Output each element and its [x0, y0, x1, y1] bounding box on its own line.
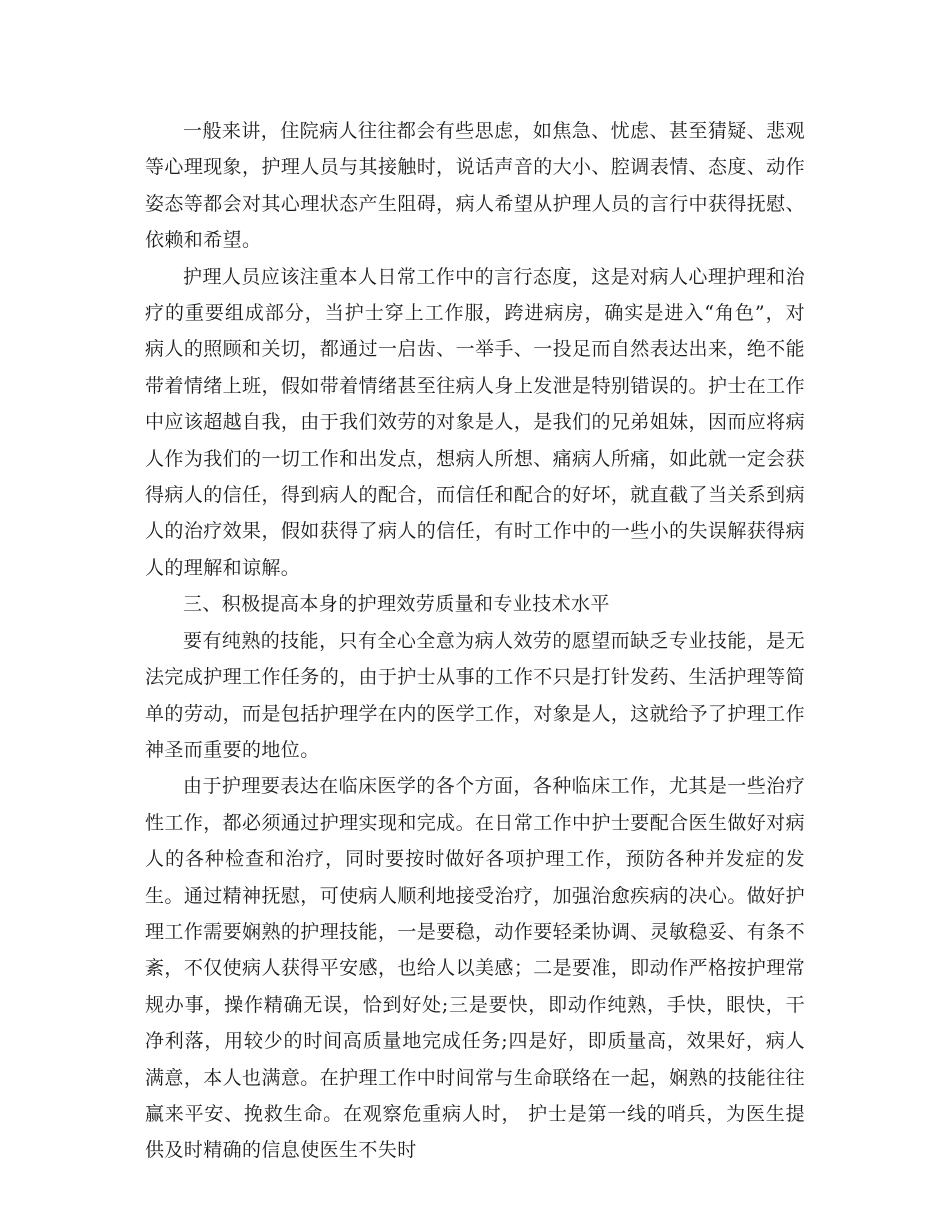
section-heading: 三、积极提高本身的护理效劳质量和专业技术水平	[183, 593, 610, 616]
paragraph-4: 由于护理要表达在临床医学的各个方面，各种临床工作，尤其是一些治疗性工作，都必须通过护理实现和完成。在日常工作中护士要配合医生做好对病人的各种检查和治疗，同时要按时做好各项护理工作，预防各种并发症的发生。通过精神抚慰，可使病人顺利地接受治疗，加强治愈疾病的决心。做好护理工作需要娴熟的护理技能，一是要稳，动作要轻柔协调、灵敏稳妥、有条不紊，不仅使病人获得平安感，也给人以美感；二是要准，即动作严格按护理常规办事，操作精确无误，恰到好处;三是要快，即动作纯熟，手快，眼快，干净利落，用较少的时间高质量地完成任务;四是好，即质量高，效果好，病人满意，本人也满意。在护理工作中时间常与生命联络在一起，娴熟的技能往往赢来平安、挽救生命。在观察危重病人时， 护士是第一线的哨兵，为医生提供及时精确的信息使医生不失时	[145, 775, 805, 1162]
paragraph-1: 一般来讲，住院病人往往都会有些思虑，如焦急、忧虑、甚至猜疑、悲观等心理现象，护理人员与其接触时，说话声音的大小、腔调表情、态度、动作姿态等都会对其心理状态产生阻碍，病人希望从护理人员的言行中获得抚慰、依赖和希望。	[145, 120, 805, 252]
paragraph-2: 护理人员应该注重本人日常工作中的言行态度，这是对病人心理护理和治疗的重要组成部分，当护士穿上工作服，跨进病房，确实是进入“角色”，对病人的照顾和关切，都通过一启齿、一举手、一投足而自然表达出来，绝不能带着情绪上班，假如带着情绪甚至往病人身上发泄是特别错误的。护士在工作中应该超越自我，由于我们效劳的对象是人，是我们的兄弟姐妹，因而应将病人作为我们的一切工作和出发点，想病人所想、痛病人所痛，如此就一定会获得病人的信任，得到病人的配合，而信任和配合的好坏，就直截了当关系到病人的治疗效果，假如获得了病人的信任，有时工作中的一些小的失误解获得病人的理解和谅解。	[145, 265, 805, 579]
document-body	[145, 113, 805, 1169]
paragraph-3: 要有纯熟的技能，只有全心全意为病人效劳的愿望而缺乏专业技能，是无法完成护理工作任务的，由于护士从事的工作不只是打针发药、生活护理等简单的劳动，而是包括护理学在内的医学工作，对象是人，这就给予了护理工作神圣而重要的地位。	[145, 629, 805, 761]
